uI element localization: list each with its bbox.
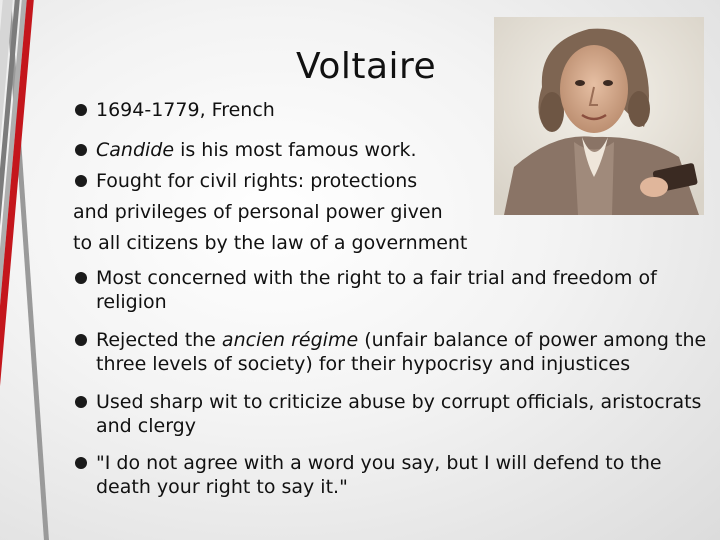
voltaire-portrait-image <box>494 17 704 215</box>
decorative-stripes <box>0 0 70 540</box>
bullet-text <box>96 329 706 351</box>
bullet-dot <box>75 396 87 408</box>
bullet-text-continued: religion <box>96 291 167 313</box>
bullet-dot <box>75 175 87 187</box>
bullet-dot <box>75 334 87 346</box>
bullet-text-continued: three levels of society) for their hypocrisy and injustices <box>96 353 631 375</box>
bullet-text: 1694-1779, French <box>96 99 275 121</box>
bullet-text-continued: to all citizens by the law of a government <box>73 232 468 254</box>
bullet-dot <box>75 457 87 469</box>
bullet-text: "I do not agree with a word you say, but I will defend to the <box>96 452 662 474</box>
bullet-text-continued: death your right to say it." <box>96 476 348 498</box>
bullet-dot <box>75 272 87 284</box>
accent-red-stripe <box>0 0 39 540</box>
bullet-dot <box>75 144 87 156</box>
bullet-text-continued: and privileges of personal power given <box>73 201 443 223</box>
bullet-text: Fought for civil rights: protections <box>96 170 418 192</box>
bullet-dot <box>75 104 87 116</box>
bullet-text <box>96 139 417 161</box>
bullet-text: Used sharp wit to criticize abuse by corrupt officials, aristocrats <box>96 391 702 413</box>
bullet-text-pre: Rejected the <box>96 329 222 351</box>
bullet-text-post: (unfair balance of power among the <box>358 329 707 351</box>
bullet-text-rest: is his most famous work. <box>174 139 417 161</box>
bullet-text: Most concerned with the right to a fair trial and freedom of <box>96 267 657 289</box>
slide-title: Voltaire <box>296 46 437 87</box>
bullet-text-continued: and clergy <box>96 415 196 437</box>
book-title: Candide <box>96 139 175 161</box>
ancien-regime-term: ancien régime <box>221 329 359 351</box>
